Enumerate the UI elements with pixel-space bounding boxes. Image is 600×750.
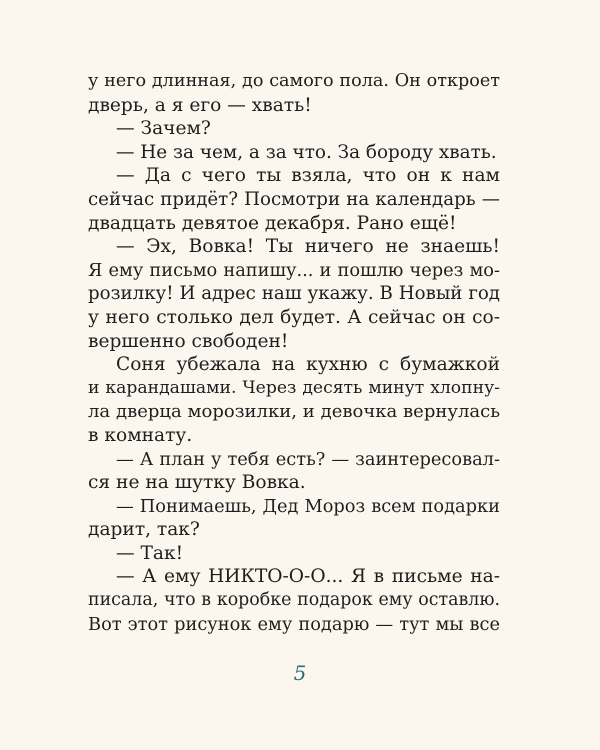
text-line: — А ему НИКТО-О-О... Я в письме на-	[116, 566, 500, 588]
text-line: розилку! И адрес наш укажу. В Новый год	[88, 283, 500, 305]
text-line: и карандашами. Через десять минут хлопну-	[88, 377, 500, 398]
text-line: двадцать девятое декабря. Рано ещё!	[88, 212, 457, 234]
text-line: — Так!	[116, 542, 184, 564]
text-line: сейчас придёт? Посмотри на календарь —	[88, 188, 500, 210]
text-line: вершенно свободен!	[88, 330, 289, 352]
text-line: — Понимаешь, Дед Мороз всем подарки	[116, 495, 500, 517]
text-line: Вот этот рисунок ему подарю — тут мы все	[88, 613, 500, 635]
text-line: дарит, так?	[88, 519, 200, 541]
text-line: в комнату.	[88, 424, 193, 446]
text-line: — А план у тебя есть? — заинтересовал-	[116, 448, 500, 470]
body-text	[88, 70, 500, 636]
text-line: — Да с чего ты взяла, что он к нам	[116, 165, 500, 187]
text-line: Соня убежала на кухню с бумажкой	[116, 354, 500, 376]
text-line: писала, что в коробке подарок ему оставлю.	[88, 590, 500, 611]
text-line: Я ему письмо напишу... и пошлю через мо-	[88, 259, 500, 281]
text-line: дверь, а я его — хвать!	[88, 94, 312, 116]
text-line: ся не на шутку Вовка.	[88, 472, 306, 494]
text-line: — Зачем?	[116, 118, 211, 140]
text-line: у него длинная, до самого пола. Он откроет	[88, 71, 500, 91]
text-line: у него столько дел будет. А сейчас он со-	[88, 306, 500, 328]
text-line: — Эх, Вовка! Ты ничего не знаешь!	[116, 236, 500, 258]
text-line: — Не за чем, а за что. За бороду хвать.	[116, 141, 497, 163]
text-line: ла дверца морозилки, и девочка вернулась	[88, 401, 500, 423]
page-number: 5	[293, 661, 307, 685]
